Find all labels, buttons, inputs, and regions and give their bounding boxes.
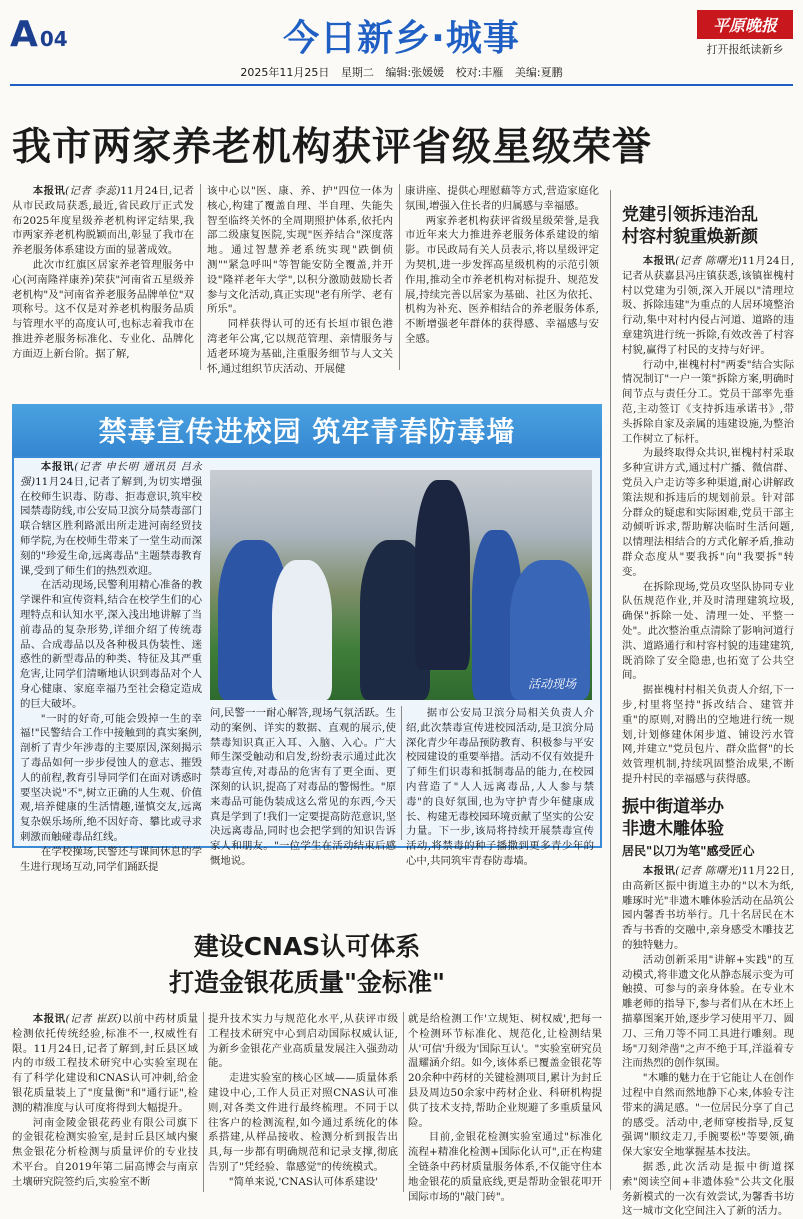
byline: (记者 李蕊) (65, 185, 121, 197)
dateline: 本报讯 (32, 1013, 66, 1025)
column-divider (203, 1012, 204, 1192)
paragraph: 问,民警一一耐心解答,现场气氛活跃。生动的案例、详实的数据、直观的展示,使禁毒知识真正入耳、入脑、入心。广大师生深受触动和启发,纷纷表示通过此次禁毒宣传,对毒品的危害有了更全面、更深刻的认识,提高了对毒品的警惕性。"原来毒品可能伪装成这么常见的东西,今天真是学到了!我们一定要提高防范意识,坚决远离毒品,同时也会把学到的知识告诉家人和朋友。"一位学生在活动结束后感慨地说。 (210, 707, 396, 867)
paragraph: 在活动现场,民警利用精心准备的教学课件和宣传资料,结合在校学生们的心理特点和认知水平,深入浅出地讲解了当前毒品的复杂形势,详细介绍了传统毒品、合成毒品以及各种极具伪装性、迷惑性的新型毒品的种类、特征及其严重危害,让同学们清晰地认识到毒品对个人身心健康、家庭幸福乃至社会稳定造成的巨大破坏。 (20, 579, 202, 710)
byline: (记者 陈曙光) (675, 255, 742, 267)
logo-name: 平原晚报 (697, 10, 793, 39)
paragraph: 同样获得认可的还有长垣市银色港湾老年公寓,它以规范管理、亲情服务与适老环境为基础,注重服务细节与人文关怀,通过组织节庆活动、开展健 (207, 318, 393, 375)
paragraph: 在学校操场,民警还与课间休息的学生进行现场互动,同学们踊跃提 (20, 845, 202, 873)
paragraph: 行动中,崔槐村村"两委"结合实际情况制订"一户一策"拆除方案,明确时间节点与责任分工。党员干部率先垂范,主动签订《支持拆违承诺书》,带头拆除自家及亲属的违建设施,为整治工作树立了标杆。 (622, 358, 794, 445)
side1-title-line1: 党建引领拆违治乱 (622, 205, 758, 225)
paragraph: 该中心以"医、康、养、护"四位一体为核心,构建了覆盖自理、半自理、失能失智至临终关怀的全周期照护体系,依托内部二级康复医院,实现"医养结合"深度落地。通过智慧养老系统实现"跌倒侦测""紧急呼叫"等智能安防全覆盖,并开设"隆祥老年大学",以积分激励鼓励长者参与文化活动,真正实现"老有所学、老有所乐"。 (207, 185, 393, 316)
paragraph: 活动创新采用"讲解+实践"的互动模式,将非遗文化从静态展示变为可触摸、可参与的亲身体验。在专业木雕老师的指导下,参与者们从在木坯上描摹图案开始,逐步学习使用平刀、圆刀、三角刀等不同工具进行雕刻。现场"刀刻斧凿"之声不绝于耳,洋溢着专注而热烈的创作氛围。 (622, 953, 794, 1070)
issue-date: 2025年11月25日 (240, 66, 330, 79)
cnas-col1 (12, 1012, 198, 1192)
paragraph: 走进实验室的核心区域——质量体系建设中心,工作人员正对照CNAS认可准则,对各类文件进行最终梳理。不同于以往客户的检测流程,如今通过系统化的体系搭建,从样品接收、检测分析到报告出具,每一步都有明确规范和记录支撑,彻底告别了"凭经验、靠感觉"的传统模式。 (208, 1072, 398, 1173)
logo-slogan: 打开报纸读新乡 (706, 43, 784, 56)
lead-article-col1 (12, 184, 194, 370)
paragraph: 据崔槐村村相关负责人介绍,下一步,村里将坚持"拆改结合、建管并重"的原则,对腾出的空地进行统一规划,计划修建休闲步道、铺设污水管网,并建立"党员包片、群众监督"的长效管理机制,持续巩固整治成果,不断提升村民的幸福感与获得感。 (622, 684, 794, 785)
paragraph: 目前,金银花检测实验室通过"标准化流程+精准化检测+国际化认可",正在构建全链条中药材质量服务体系,不仅能守住本地金银花的质量底线,更是帮助金银花叩开国际市场的"敲门砖"。 (408, 1131, 602, 1203)
column-divider (200, 184, 201, 370)
dateline: 本报讯 (32, 185, 66, 197)
paragraph: 11月22日,由高新区振中街道主办的"以木为纸,雕琢时光"非遗木雕体验活动在品筑公园内馨香书坊举行。几十名居民在木香与书香的交融中,亲身感受木雕技艺的独特魅力。 (622, 865, 794, 951)
masthead-rule (10, 84, 793, 86)
photo-caption: 活动现场 (527, 677, 576, 691)
lead-headline: 我市两家养老机构获评省级星级荣誉 (12, 125, 653, 170)
event-photo (210, 470, 592, 700)
dateline: 本报讯 (40, 461, 75, 473)
side1-body (622, 254, 794, 785)
column-divider (403, 1012, 404, 1192)
column-divider (401, 706, 402, 840)
issue-weekday: 星期二 (340, 66, 374, 79)
paragraph: 康讲座、提供心理慰藉等方式,营造家庭化氛围,增强入住长者的归属感与幸福感。 (405, 185, 599, 212)
page-digits: 04 (39, 27, 68, 51)
paragraph: 在拆除现场,党员攻坚队协同专业队伍规范作业,并及时清理建筑垃圾,确保"拆除一处、清理一处、平整一处"。此次整治重点清除了影响河道行洪、道路通行和村容村貌的违建建筑,既消除了安全隐患,也拓宽了公共空间。 (622, 580, 794, 682)
feature-col-mid (210, 706, 396, 867)
lead-article-col3 (405, 184, 599, 370)
feature-col-left (20, 460, 202, 873)
proofreader-credit: 校对:丰雁 (455, 66, 504, 79)
paragraph: 11月24日,记者从市民政局获悉,最近,省民政厅正式发布2025年度星级养老机构评定结果,我市两家养老机构脱颖而出,彰显了我市在养老服务体系建设方面的显著成效。 (12, 185, 195, 257)
paragraph: 据市公安局卫滨分局相关负责人介绍,此次禁毒宣传进校园活动,是卫滨分局深化青少年毒品预防教育、积极参与平安校园建设的重要举措。活动不仅有效提升了师生们识毒和抵制毒品的能力,在校园内营造了"人人远离毒品,人人参与禁毒"的良好氛围,也为守护青少年健康成长、构建无毒校园环境贡献了坚实的公安力量。下一步,该局将持续开展禁毒宣传活动,将禁毒的种子播撒到更多青少年的心中,共同筑牢青春防毒墙。 (406, 707, 594, 867)
editor-credit: 编辑:张媛媛 (385, 66, 445, 79)
lead-article-col2 (207, 184, 393, 375)
paragraph: "一时的好奇,可能会毁掉一生的幸福!"民警结合工作中接触到的真实案例,剖析了青少年涉毒的主要原因,深刻揭示了毒品如何一步步侵蚀人的意志、摧毁人的前程,教育引导同学们在面对诱惑时要坚决说"不",树立正确的人生观、价值观,培养健康的生活情趣,谨慎交友,远离复杂娱乐场所,绝不因好奇、攀比或寻求刺激而触碰毒品红线。 (20, 712, 202, 843)
paragraph: 两家养老机构获评省级星级荣誉,是我市近年来大力推进养老服务体系建设的缩影。市民政局有关人员表示,将以星级评定为契机,进一步发挥高星级机构的示范引领作用,推动全市养老机构对标提升、规范发展,持续完善以居家为基础、社区为依托、机构为补充、医养相结合的养老服务体系,不断增强老年群体的获得感、幸福感与安全感。 (405, 214, 599, 345)
byline: (记者 陈曙光) (675, 865, 742, 877)
paragraph: 据悉,此次活动是振中街道探索"阅读空间+非遗体验"公共文化服务新模式的一次有效尝试,为馨香书坊这一城市文化空间注入了新的活力。 (622, 1160, 794, 1218)
side1-title-line2: 村容村貌重焕新颜 (622, 227, 758, 247)
paragraph: 11月24日,记者从获嘉县冯庄镇获悉,该镇崔槐村村以党建为引领,深入开展以"清理垃圾、拆除违建"为重点的人居环境整治行动,集中对村内侵占河道、道路的违章建筑进行统一拆除,有效改善了村容村貌,赢得了村民的支持与好评。 (622, 255, 794, 356)
dateline: 本报讯 (642, 865, 676, 877)
feature-col-right (406, 706, 594, 867)
byline: (记者 崔跃) (65, 1013, 122, 1025)
newspaper-logo (697, 10, 793, 57)
section-title: 今日新乡·城事 (283, 18, 520, 59)
paragraph: "简单来说,'CNAS认可体系建设' (228, 1175, 379, 1188)
designer-credit: 美编:夏鹏 (514, 66, 563, 79)
paragraph: 河南金陵金银花药业有限公司旗下的金银花检测实验室,是封丘县区域内聚焦金银花分析检测与质量评价的专业技术平台。自2019年第二届高博会与南京土壤研究院签约后,实验室不断 (12, 1116, 198, 1188)
cnas-col2 (208, 1012, 398, 1192)
paragraph: 就是给检测工作'立规矩、树权威',把每一个检测环节标准化、规范化,让检测结果从'可信'升级为'国际互认'。"实验室研究员温耀涵介绍。如今,该体系已覆盖金银花等20余种中药材的关键检测项目,累计为封丘县及周边50余家中药材企业、科研机构提供了技术支持,帮助企业规避了多重质量风险。 (408, 1013, 602, 1129)
paragraph: "木雕的魅力在于它能让人在创作过程中自然而然地静下心来,体验专注带来的满足感。"一位居民分享了自己的感受。活动中,老师穿梭指导,反复强调"顺纹走刀,手腕要松"等要领,确保大家安全地掌握基本技法。 (622, 1072, 794, 1159)
side2-body (622, 864, 794, 1218)
cnas-headline-line2: 打造金银花质量"金标准" (168, 968, 446, 997)
paragraph: 11月24日,记者了解到,为切实增强在校师生识毒、防毒、拒毒意识,筑牢校园禁毒防线,市公安局卫滨分局禁毒部门联合辖区胜利路派出所走进河南经贸技师学院,为在校师生带来了一堂生动而深刻的"珍爱生命,远离毒品"主题禁毒教育课,受到了师生们的热烈欢迎。 (20, 475, 202, 577)
side1-title (622, 204, 794, 248)
sidebar-divider (610, 190, 611, 1190)
side2-title (622, 796, 794, 840)
paragraph: 此次市红旗区居家养老管理服务中心(河南隆祥康养)荣获"河南省五星级养老机构"及"河南省养老服务品牌单位"双项称号。这不仅是对养老机构服务品质与管理水平的高度认可,也标志着我市在推进养老服务标准化、专业化、品牌化方面迈上新台阶。据了解, (12, 258, 194, 360)
paragraph: 以前中药材质量检测依托传统经验,标准不一,权威性有限。11月24日,记者了解到,封丘县区域内的市级工程技术研究中心实验室现在有了科学化建设和CNAS认可冲刺,给金银花质量装上了"度量衡"和"通行证",检测的精准度与认可度将得到大幅提升。 (12, 1013, 198, 1114)
byline: (记者 申长明 通讯员 吕永强) (20, 461, 202, 488)
page-letter: A (10, 14, 38, 55)
paragraph: 提升技术实力与规范化水平,从获评市级工程技术研究中心到启动国际权威认证,为新乡金银花产业高质量发展注入强劲动能。 (208, 1013, 398, 1070)
cnas-headline-line1: 建设CNAS认可体系 (193, 932, 421, 961)
side2-title-line2: 非遗木雕体验 (622, 819, 724, 839)
side2-title-line1: 振中街道举办 (622, 797, 724, 817)
dateline: 本报讯 (642, 255, 676, 267)
feature-headline: 禁毒宣传进校园 筑牢青春防毒墙 (98, 415, 516, 448)
column-divider (399, 184, 400, 370)
paragraph: 为最终取得众共识,崔槐村村采取多种宣讲方式,通过村广播、微信群、党员入户走访等多种渠道,耐心讲解政策法规和拆违后的规划前景。针对部分群众的疑虑和实际困难,党员干部主动倾听诉求,帮助解决临时生活问题,以情理法相结合的方式化解矛盾,推动群众态度从"要我拆"向"我要拆"转变。 (622, 447, 794, 578)
cnas-col3 (408, 1012, 602, 1203)
issue-meta (0, 64, 803, 80)
side2-subtitle: 居民"以刀为笔"感受匠心 (622, 844, 755, 858)
